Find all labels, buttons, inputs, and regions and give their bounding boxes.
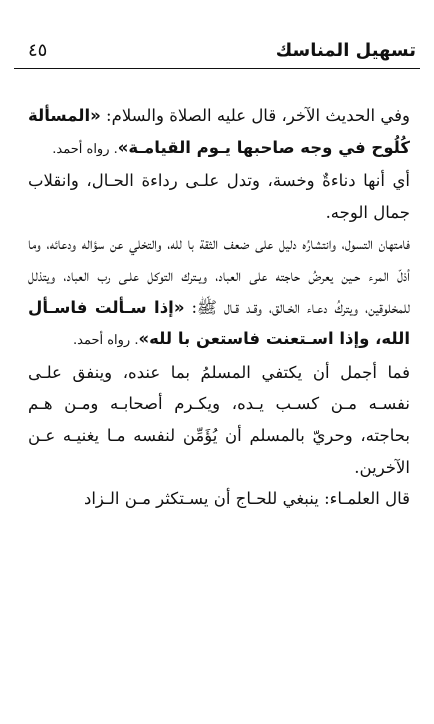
paragraph-1 (28, 100, 410, 165)
page-header (14, 34, 420, 68)
hadith-quote-1: «المسألة كُلُوح في وجه صاحبها يـوم القيامـة» (28, 106, 410, 157)
hadith-source-2: . رواه أحمد. (72, 333, 139, 349)
paragraph-3-text: فامتهان التسول، وانتشارُه دليل على ضعف الثقة با لله، والتخلي عن سؤاله ودعائه، وما أذلّ المرء حـين يعرضُ حاجته على العباد، ويـترك التوكل علـى رب العباد، ويتذلل للمخلوقين، ويتركُ دعـاء الخـالق، وقـد قـال ﷺ: (28, 234, 411, 317)
hadith-source-1: . رواه أحمد. (52, 141, 118, 157)
page-body (28, 100, 410, 515)
paragraph-2: أي أنها دناءةٌ وخسة، وتدل علـى رداءة الحـال، وانقلاب جمال الوجه. (28, 171, 410, 222)
header-rule (14, 68, 420, 69)
page-number: ٤٥ (28, 40, 48, 61)
paragraph-4: فما أجمل أن يكتفي المسلمُ بما عنده، وينفق علـى نفسـه مـن كسـب يـده، ويكـرم أصحابـه ومـن هـم بحاجته، وحريّ بالمسلم أن يُؤَمِّن لنفسه مـا يغنيـه عـن الآخرين. (28, 362, 410, 477)
paragraph-3 (28, 228, 410, 356)
paragraph-1-intro: وفي الحديث الآخر، قال عليه الصلاة والسلام: (100, 106, 410, 125)
paragraph-5: قال العلمـاء: ينبغي للحـاج أن يسـتكثر مـن الـزاد (83, 489, 410, 509)
hadith-quote-2: «إذا سـألت فاسـأل الله، وإذا اسـتعنت فاستعن با لله» (28, 297, 410, 349)
running-title: تسهيل المناسك (275, 40, 416, 61)
